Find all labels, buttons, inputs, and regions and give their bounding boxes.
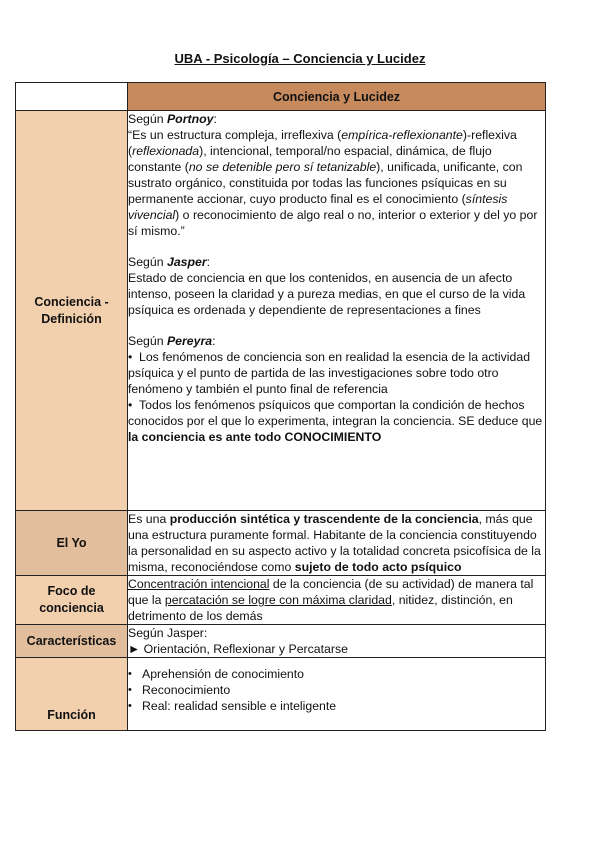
yo-bold-1: producción sintética y trascendente de la conciencia <box>169 512 479 526</box>
row-yo <box>16 511 546 576</box>
content-foco <box>128 576 546 625</box>
funcion-list <box>128 666 545 714</box>
jasper-block <box>128 254 545 318</box>
content-funcion <box>128 658 546 731</box>
pereyra-colon: : <box>212 334 216 348</box>
list-item: • Real: realidad sensible e inteligente <box>128 698 545 714</box>
content-yo <box>128 511 546 576</box>
bullet-icon: • <box>128 398 133 412</box>
foco-underline-2: percatación se logre con máxima claridad <box>164 593 392 607</box>
label-foco: Foco de conciencia <box>16 576 128 625</box>
jasper-name: Jasper <box>166 255 207 269</box>
portnoy-colon: : <box>213 112 217 126</box>
yo-text-1: Es una <box>128 512 170 526</box>
portnoy-block <box>128 111 545 239</box>
pereyra-prefix: Según <box>128 334 167 348</box>
document-title: UBA - Psicología – Conciencia y Lucidez <box>174 51 426 66</box>
jasper-colon: : <box>206 255 211 269</box>
pereyra-point-2: Todos los fenómenos psíquicos que comportan la condición de hechos conocidos por el que lo experimenta, integran la conciencia. SE deduce que <box>128 398 543 428</box>
row-definicion <box>16 111 546 511</box>
list-item: • Reconocimiento <box>128 682 545 698</box>
caracteristicas-line-2: Orientación, Reflexionar y Percatarse <box>143 642 348 656</box>
caracteristicas-line-1: Según Jasper: <box>128 626 208 640</box>
yo-bold-2: sujeto de todo acto psíquico <box>294 560 462 574</box>
portnoy-italic-4: síntesis vivencial <box>128 192 508 222</box>
arrow-icon: ► <box>128 642 141 656</box>
portnoy-text-1: “Es un estructura compleja, irreflexiva ( <box>128 128 342 142</box>
row-caracteristicas <box>16 625 546 658</box>
portnoy-italic-1: empírica-reflexionante <box>341 128 463 142</box>
row-funcion <box>16 658 546 731</box>
list-item: • Aprehensión de conocimiento <box>128 666 545 682</box>
portnoy-name: Portnoy <box>166 112 214 126</box>
portnoy-text-5: ) o reconocimiento de algo real o no, interior o exterior y del yo por sí mismo.” <box>128 208 538 238</box>
content-caracteristicas <box>128 625 546 658</box>
pereyra-point-2-bold: la conciencia es ante todo CONOCIMIENTO <box>128 430 382 444</box>
foco-underline-1: Concentración intencional <box>128 577 270 591</box>
foco-text-1: de la conciencia (de su actividad) de manera tal que la <box>128 577 534 607</box>
portnoy-text-3: ), intencional, temporal/no espacial, dinámica, de flujo constante ( <box>128 144 492 174</box>
bullet-icon: • <box>128 350 133 364</box>
pereyra-point-1: Los fenómenos de conciencia son en realidad la esencia de la actividad psíquica y el punto de partida de las investigaciones sobre todo otro fenómeno y también el punto final de referencia <box>128 350 531 396</box>
table-header-row <box>16 83 546 111</box>
funcion-label-text: Función <box>47 708 96 722</box>
jasper-prefix: Según <box>128 255 167 269</box>
header-blank-cell <box>16 83 128 111</box>
label-caracteristicas: Características <box>16 625 128 658</box>
content-definicion <box>128 111 546 511</box>
label-yo: El Yo <box>16 511 128 576</box>
foco-text-2: , nitidez, distinción, en detrimento de los demás <box>128 593 513 623</box>
table-header: Conciencia y Lucidez <box>128 83 546 111</box>
yo-text-2: , más que una estructura puramente formal. Habitante de la conciencia constituyendo la personalidad en su aspecto activo y la totalidad concreta psicofísica de la misma, reconociéndose como <box>128 512 541 574</box>
concept-table <box>15 82 546 731</box>
pereyra-name: Pereyra <box>166 334 213 348</box>
label-funcion <box>16 658 128 731</box>
portnoy-italic-2: reflexionada <box>132 144 200 158</box>
row-foco <box>16 576 546 625</box>
jasper-text: Estado de conciencia en que los contenidos, en ausencia de un afecto intenso, poseen la claridad y a pureza medias, en que el curso de la vida psíquica es ordenada y dependiente de representaciones a fines <box>128 271 526 317</box>
portnoy-text-4: ), unificada, unificante, con sustrato orgánico, constituida por todas las funciones psíquicas en su permanente accionar, cuyo producto final es el conocimiento ( <box>128 160 523 206</box>
portnoy-text-2: )-reflexiva ( <box>128 128 517 158</box>
pereyra-block <box>128 333 545 445</box>
portnoy-prefix: Según <box>128 112 167 126</box>
portnoy-italic-3: no se detenible pero sí tetanizable <box>188 160 377 174</box>
label-definicion: Conciencia - Definición <box>16 111 128 511</box>
